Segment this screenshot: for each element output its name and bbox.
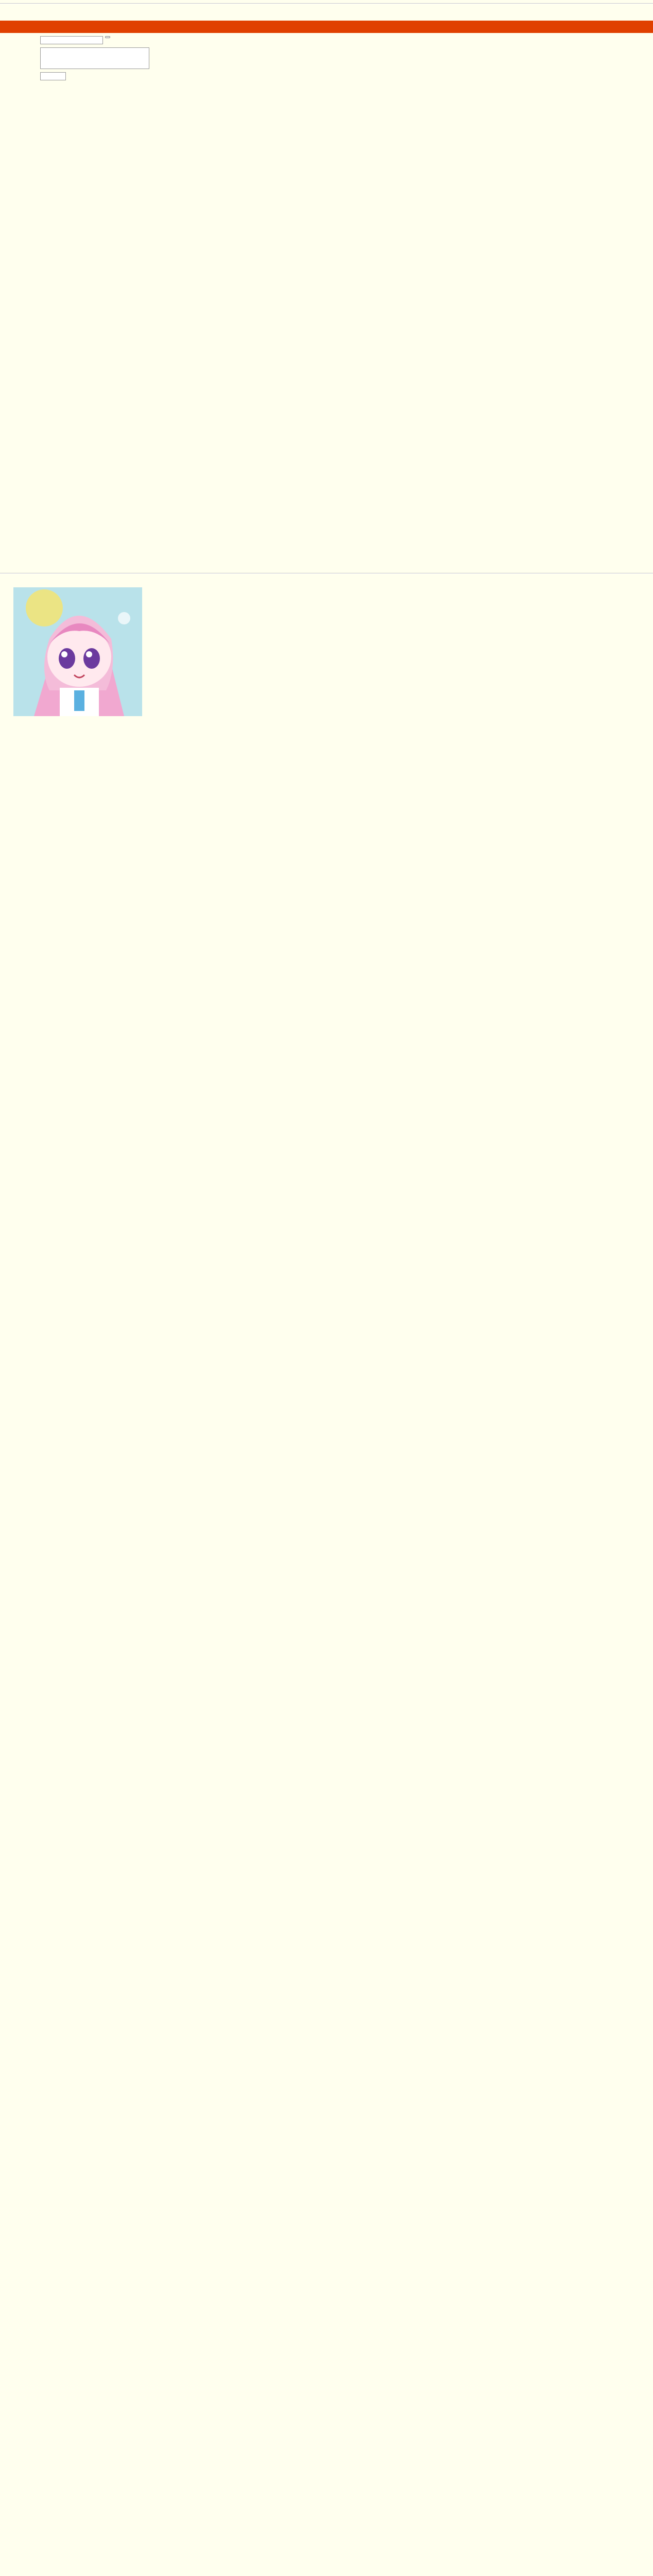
delkey-field[interactable] bbox=[40, 72, 66, 80]
email-field[interactable] bbox=[40, 36, 103, 44]
op-thumbnail-image[interactable] bbox=[13, 587, 142, 716]
mode-banner bbox=[0, 21, 653, 33]
top-divider bbox=[0, 3, 653, 4]
comment-textarea[interactable] bbox=[40, 47, 149, 69]
thread-divider bbox=[0, 573, 653, 574]
submit-reply-button[interactable] bbox=[105, 36, 110, 38]
